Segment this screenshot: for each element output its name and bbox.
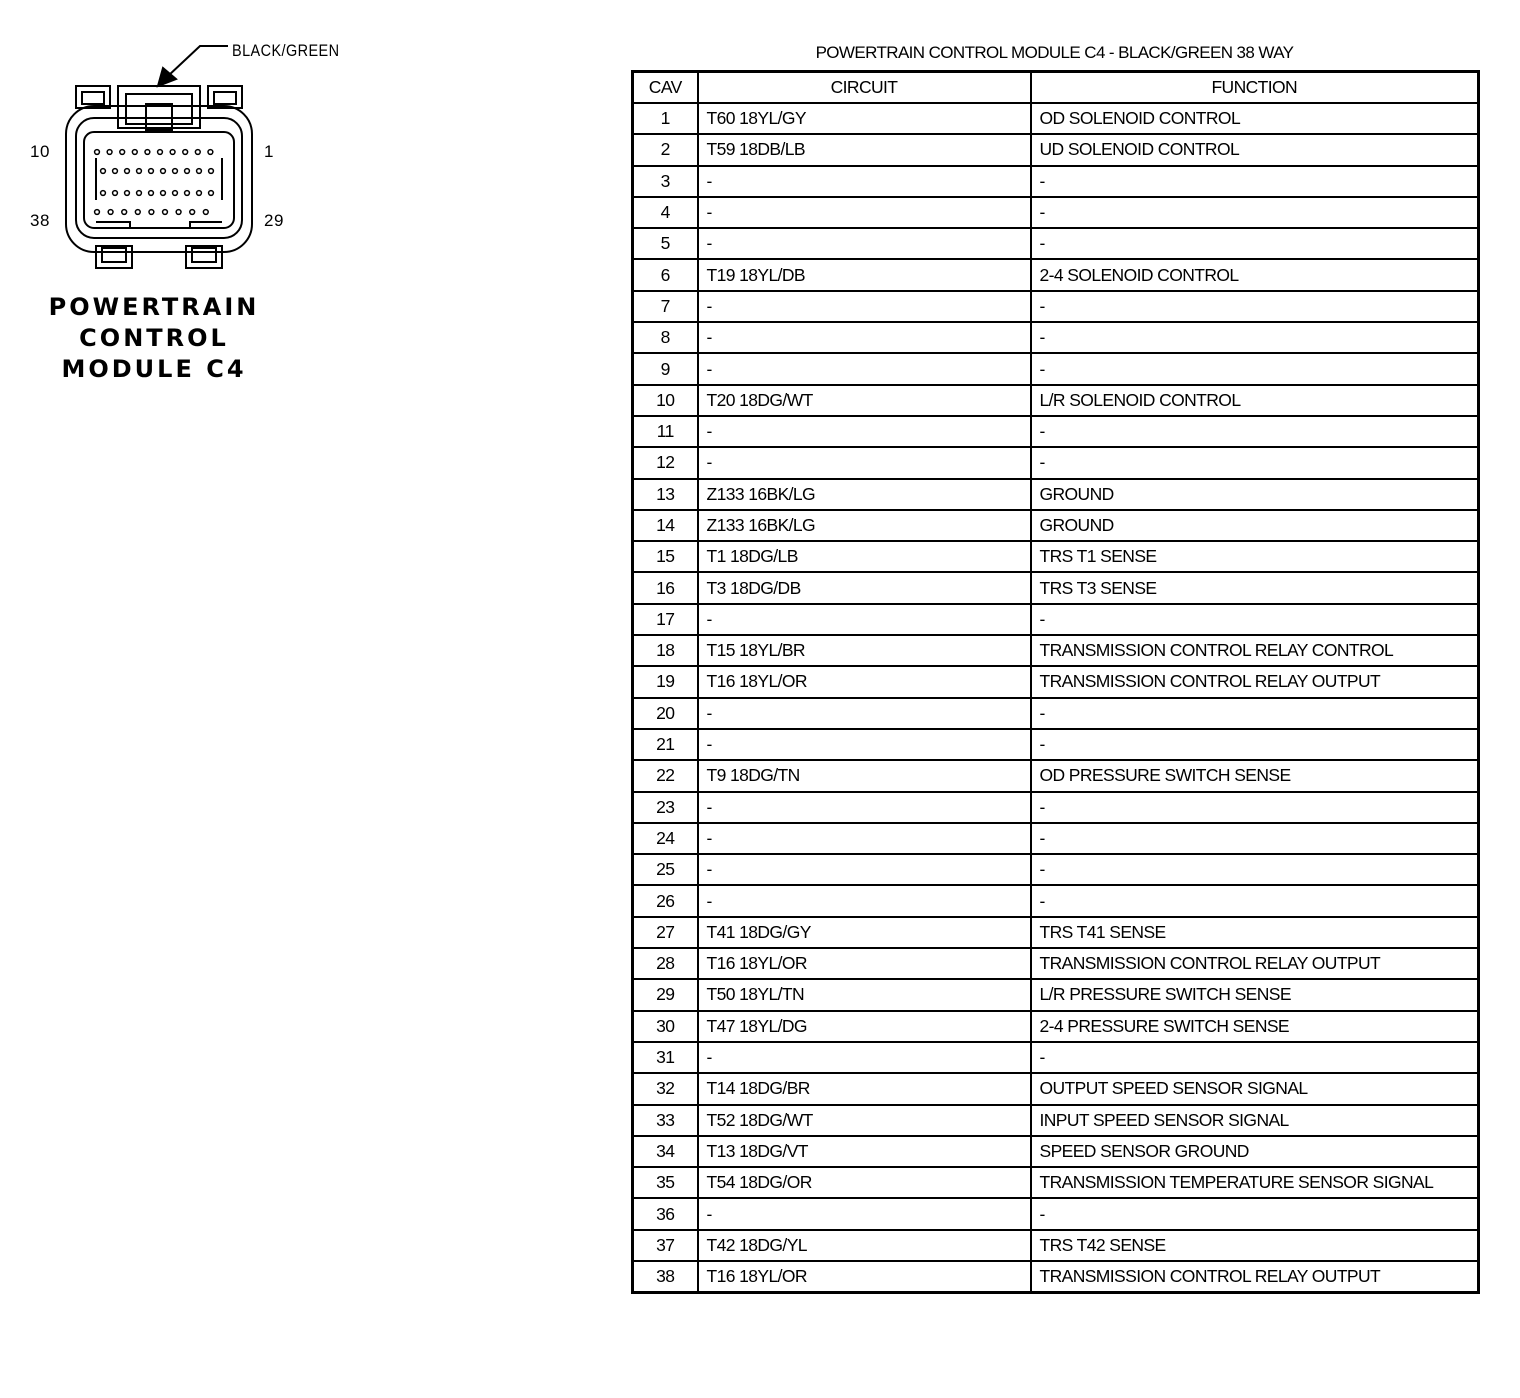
cell-cav: 20 [633,698,698,729]
pin-cavity [101,191,106,196]
cell-function: - [1031,291,1479,322]
cell-circuit: T9 18DG/TN [698,760,1031,791]
lug-bottom-left-inner [102,248,126,262]
lug-top-right-inner [214,92,236,104]
cell-circuit: - [698,854,1031,885]
cell-cav: 1 [633,103,698,134]
table-row [633,604,1479,635]
pin-cavity [197,191,202,196]
table-row [633,510,1479,541]
cell-cav: 9 [633,353,698,384]
cell-circuit: T52 18DG/WT [698,1105,1031,1136]
table-row [633,385,1479,416]
pin-cavity [195,150,200,155]
pin-cavities [95,150,214,215]
table-row [633,259,1479,290]
cell-cav: 30 [633,1011,698,1042]
table-row [633,166,1479,197]
cell-function: - [1031,353,1479,384]
cell-function: - [1031,604,1479,635]
pin-cavity [170,150,175,155]
cell-function: TRANSMISSION CONTROL RELAY OUTPUT [1031,1261,1479,1293]
pin-cavity [209,191,214,196]
cell-function: - [1031,792,1479,823]
table-row [633,1261,1479,1293]
table-row [633,1105,1479,1136]
cell-function: TRANSMISSION CONTROL RELAY OUTPUT [1031,948,1479,979]
cell-circuit: - [698,322,1031,353]
cell-cav: 35 [633,1167,698,1198]
cell-circuit: - [698,1042,1031,1073]
cell-cav: 27 [633,917,698,948]
pin-cavity [185,191,190,196]
cell-circuit: T16 18YL/OR [698,948,1031,979]
cell-circuit: T59 18DB/LB [698,134,1031,165]
pin-label-1: 1 [264,142,274,161]
cell-function: 2-4 PRESSURE SWITCH SENSE [1031,1011,1479,1042]
table-row [633,1167,1479,1198]
cell-function: - [1031,823,1479,854]
cell-circuit: T16 18YL/OR [698,666,1031,697]
cell-cav: 28 [633,948,698,979]
cell-function: TRS T42 SENSE [1031,1230,1479,1261]
cell-circuit: T42 18DG/YL [698,1230,1031,1261]
pin-cavity [161,169,166,174]
cell-function: GROUND [1031,510,1479,541]
pin-cavity [95,150,100,155]
table-row [633,854,1479,885]
pin-cavity [183,150,188,155]
cell-circuit: - [698,823,1031,854]
cell-function: UD SOLENOID CONTROL [1031,134,1479,165]
table-row [633,479,1479,510]
table-row [633,228,1479,259]
cell-function: OD SOLENOID CONTROL [1031,103,1479,134]
cell-cav: 3 [633,166,698,197]
cell-function: L/R PRESSURE SWITCH SENSE [1031,979,1479,1010]
cell-function: TRS T41 SENSE [1031,917,1479,948]
cell-cav: 10 [633,385,698,416]
table-row [633,917,1479,948]
cell-cav: 22 [633,760,698,791]
cell-function: - [1031,729,1479,760]
cell-function: TRANSMISSION CONTROL RELAY OUTPUT [1031,666,1479,697]
cell-cav: 13 [633,479,698,510]
cell-cav: 11 [633,416,698,447]
pin-cavity [107,150,112,155]
cell-cav: 7 [633,291,698,322]
pin-cavity [185,169,190,174]
cell-circuit: - [698,353,1031,384]
cell-cav: 29 [633,979,698,1010]
table-row [633,197,1479,228]
pin-cavity [161,191,166,196]
cell-cav: 12 [633,447,698,478]
cell-function: - [1031,1198,1479,1229]
connector-name-line-3: MODULE C4 [61,355,247,383]
header-function: FUNCTION [1031,72,1479,104]
lug-bottom-right-inner [192,248,216,262]
cell-circuit: T60 18YL/GY [698,103,1031,134]
table-row [633,103,1479,134]
leader-line [168,46,228,76]
cell-cav: 14 [633,510,698,541]
pin-label-29: 29 [264,211,284,230]
cell-circuit: T19 18YL/DB [698,259,1031,290]
table-row [633,729,1479,760]
cell-circuit: - [698,166,1031,197]
table-row [633,572,1479,603]
cell-cav: 32 [633,1073,698,1104]
cell-circuit: - [698,228,1031,259]
pin-cavity [149,191,154,196]
pin-cavity [95,210,100,215]
cell-function: OUTPUT SPEED SENSOR SIGNAL [1031,1073,1479,1104]
cell-circuit: T14 18DG/BR [698,1073,1031,1104]
cell-function: 2-4 SOLENOID CONTROL [1031,259,1479,290]
cell-circuit: T47 18YL/DG [698,1011,1031,1042]
table-title: POWERTRAIN CONTROL MODULE C4 - BLACK/GREEN 38 WAY [815,43,1294,62]
cell-cav: 17 [633,604,698,635]
cell-circuit: Z133 16BK/LG [698,510,1031,541]
cell-cav: 34 [633,1136,698,1167]
cell-cav: 23 [633,792,698,823]
connector-face [84,132,234,228]
cell-cav: 33 [633,1105,698,1136]
cell-circuit: - [698,698,1031,729]
cell-cav: 25 [633,854,698,885]
cell-function: OD PRESSURE SWITCH SENSE [1031,760,1479,791]
pin-cavity [149,169,154,174]
table-row [633,447,1479,478]
table-row [633,1230,1479,1261]
cell-function: - [1031,166,1479,197]
table-row [633,322,1479,353]
table-row [633,666,1479,697]
pin-label-10: 10 [30,142,50,161]
table-row [633,823,1479,854]
pin-cavity [163,210,168,215]
cell-function: - [1031,416,1479,447]
cell-circuit: - [698,416,1031,447]
connector-color-label: BLACK/GREEN [232,41,340,60]
cell-circuit: Z133 16BK/LG [698,479,1031,510]
cell-function: - [1031,197,1479,228]
pin-cavity [203,210,208,215]
table-row [633,1042,1479,1073]
table-row [633,1073,1479,1104]
cell-circuit: T54 18DG/OR [698,1167,1031,1198]
cell-circuit: - [698,885,1031,916]
table-row [633,416,1479,447]
cell-cav: 26 [633,885,698,916]
cell-function: SPEED SENSOR GROUND [1031,1136,1479,1167]
header-cav: CAV [633,72,698,104]
pin-cavity [149,210,154,215]
cell-circuit: T50 18YL/TN [698,979,1031,1010]
table-row [633,541,1479,572]
cell-function: - [1031,885,1479,916]
cell-circuit: T3 18DG/DB [698,572,1031,603]
table-row [633,698,1479,729]
table-row [633,291,1479,322]
cell-cav: 36 [633,1198,698,1229]
cell-circuit: - [698,197,1031,228]
cell-function: L/R SOLENOID CONTROL [1031,385,1479,416]
pin-cavity [132,150,137,155]
table-row [633,885,1479,916]
pin-cavity [158,150,163,155]
cell-function: - [1031,698,1479,729]
pin-cavity [176,210,181,215]
table-row [633,353,1479,384]
cell-circuit: T1 18DG/LB [698,541,1031,572]
pin-cavity [122,210,127,215]
pin-cavity [120,150,125,155]
cell-cav: 37 [633,1230,698,1261]
cell-function: - [1031,228,1479,259]
connector-name [40,292,268,385]
cell-function: TRS T1 SENSE [1031,541,1479,572]
cell-circuit: T15 18YL/BR [698,635,1031,666]
cell-cav: 18 [633,635,698,666]
cell-cav: 6 [633,259,698,290]
cell-circuit: - [698,447,1031,478]
cell-cav: 8 [633,322,698,353]
table-row [633,1198,1479,1229]
cell-cav: 38 [633,1261,698,1293]
pin-cavity [145,150,150,155]
pin-cavity [209,169,214,174]
pin-cavity [173,169,178,174]
table-row [633,979,1479,1010]
cell-circuit: T16 18YL/OR [698,1261,1031,1293]
pin-cavity [135,210,140,215]
cell-function: - [1031,322,1479,353]
header-circuit: CIRCUIT [698,72,1031,104]
lug-top-left-inner [82,92,104,104]
connector-name-line-1: POWERTRAIN [48,293,260,321]
cell-function: TRS T3 SENSE [1031,572,1479,603]
pin-cavity [137,169,142,174]
table-row [633,948,1479,979]
table-row [633,635,1479,666]
cell-function: - [1031,447,1479,478]
cell-function: TRANSMISSION CONTROL RELAY CONTROL [1031,635,1479,666]
pin-cavity [173,191,178,196]
cell-cav: 19 [633,666,698,697]
cell-circuit: - [698,729,1031,760]
pin-cavity [101,169,106,174]
table-row [633,134,1479,165]
cell-function: TRANSMISSION TEMPERATURE SENSOR SIGNAL [1031,1167,1479,1198]
cell-function: - [1031,1042,1479,1073]
pin-cavity [197,169,202,174]
table-header-row [633,72,1479,104]
cell-circuit: T41 18DG/GY [698,917,1031,948]
cell-circuit: - [698,604,1031,635]
cell-circuit: T13 18DG/VT [698,1136,1031,1167]
cell-function: - [1031,854,1479,885]
cell-circuit: - [698,1198,1031,1229]
pin-cavity [108,210,113,215]
cell-function: GROUND [1031,479,1479,510]
cell-cav: 2 [633,134,698,165]
pin-label-38: 38 [30,211,50,230]
cell-circuit: - [698,291,1031,322]
cell-cav: 5 [633,228,698,259]
pin-table [631,70,1480,1294]
cell-circuit: - [698,792,1031,823]
table-row [633,1136,1479,1167]
latch-inner [126,94,192,124]
cell-cav: 21 [633,729,698,760]
cell-cav: 15 [633,541,698,572]
connector-diagram [0,0,600,420]
pin-cavity [190,210,195,215]
table-row [633,760,1479,791]
cell-circuit: T20 18DG/WT [698,385,1031,416]
table-body [633,103,1479,1293]
cell-cav: 31 [633,1042,698,1073]
cell-cav: 16 [633,572,698,603]
pin-cavity [208,150,213,155]
table-row [633,1011,1479,1042]
cell-cav: 24 [633,823,698,854]
pin-cavity [137,191,142,196]
pin-cavity [125,191,130,196]
pin-cavity [125,169,130,174]
cell-function: INPUT SPEED SENSOR SIGNAL [1031,1105,1479,1136]
connector-body-inner [76,118,242,238]
pin-cavity [113,191,118,196]
cell-cav: 4 [633,197,698,228]
table-row [633,792,1479,823]
pin-cavity [113,169,118,174]
connector-name-line-2: CONTROL [79,324,229,352]
